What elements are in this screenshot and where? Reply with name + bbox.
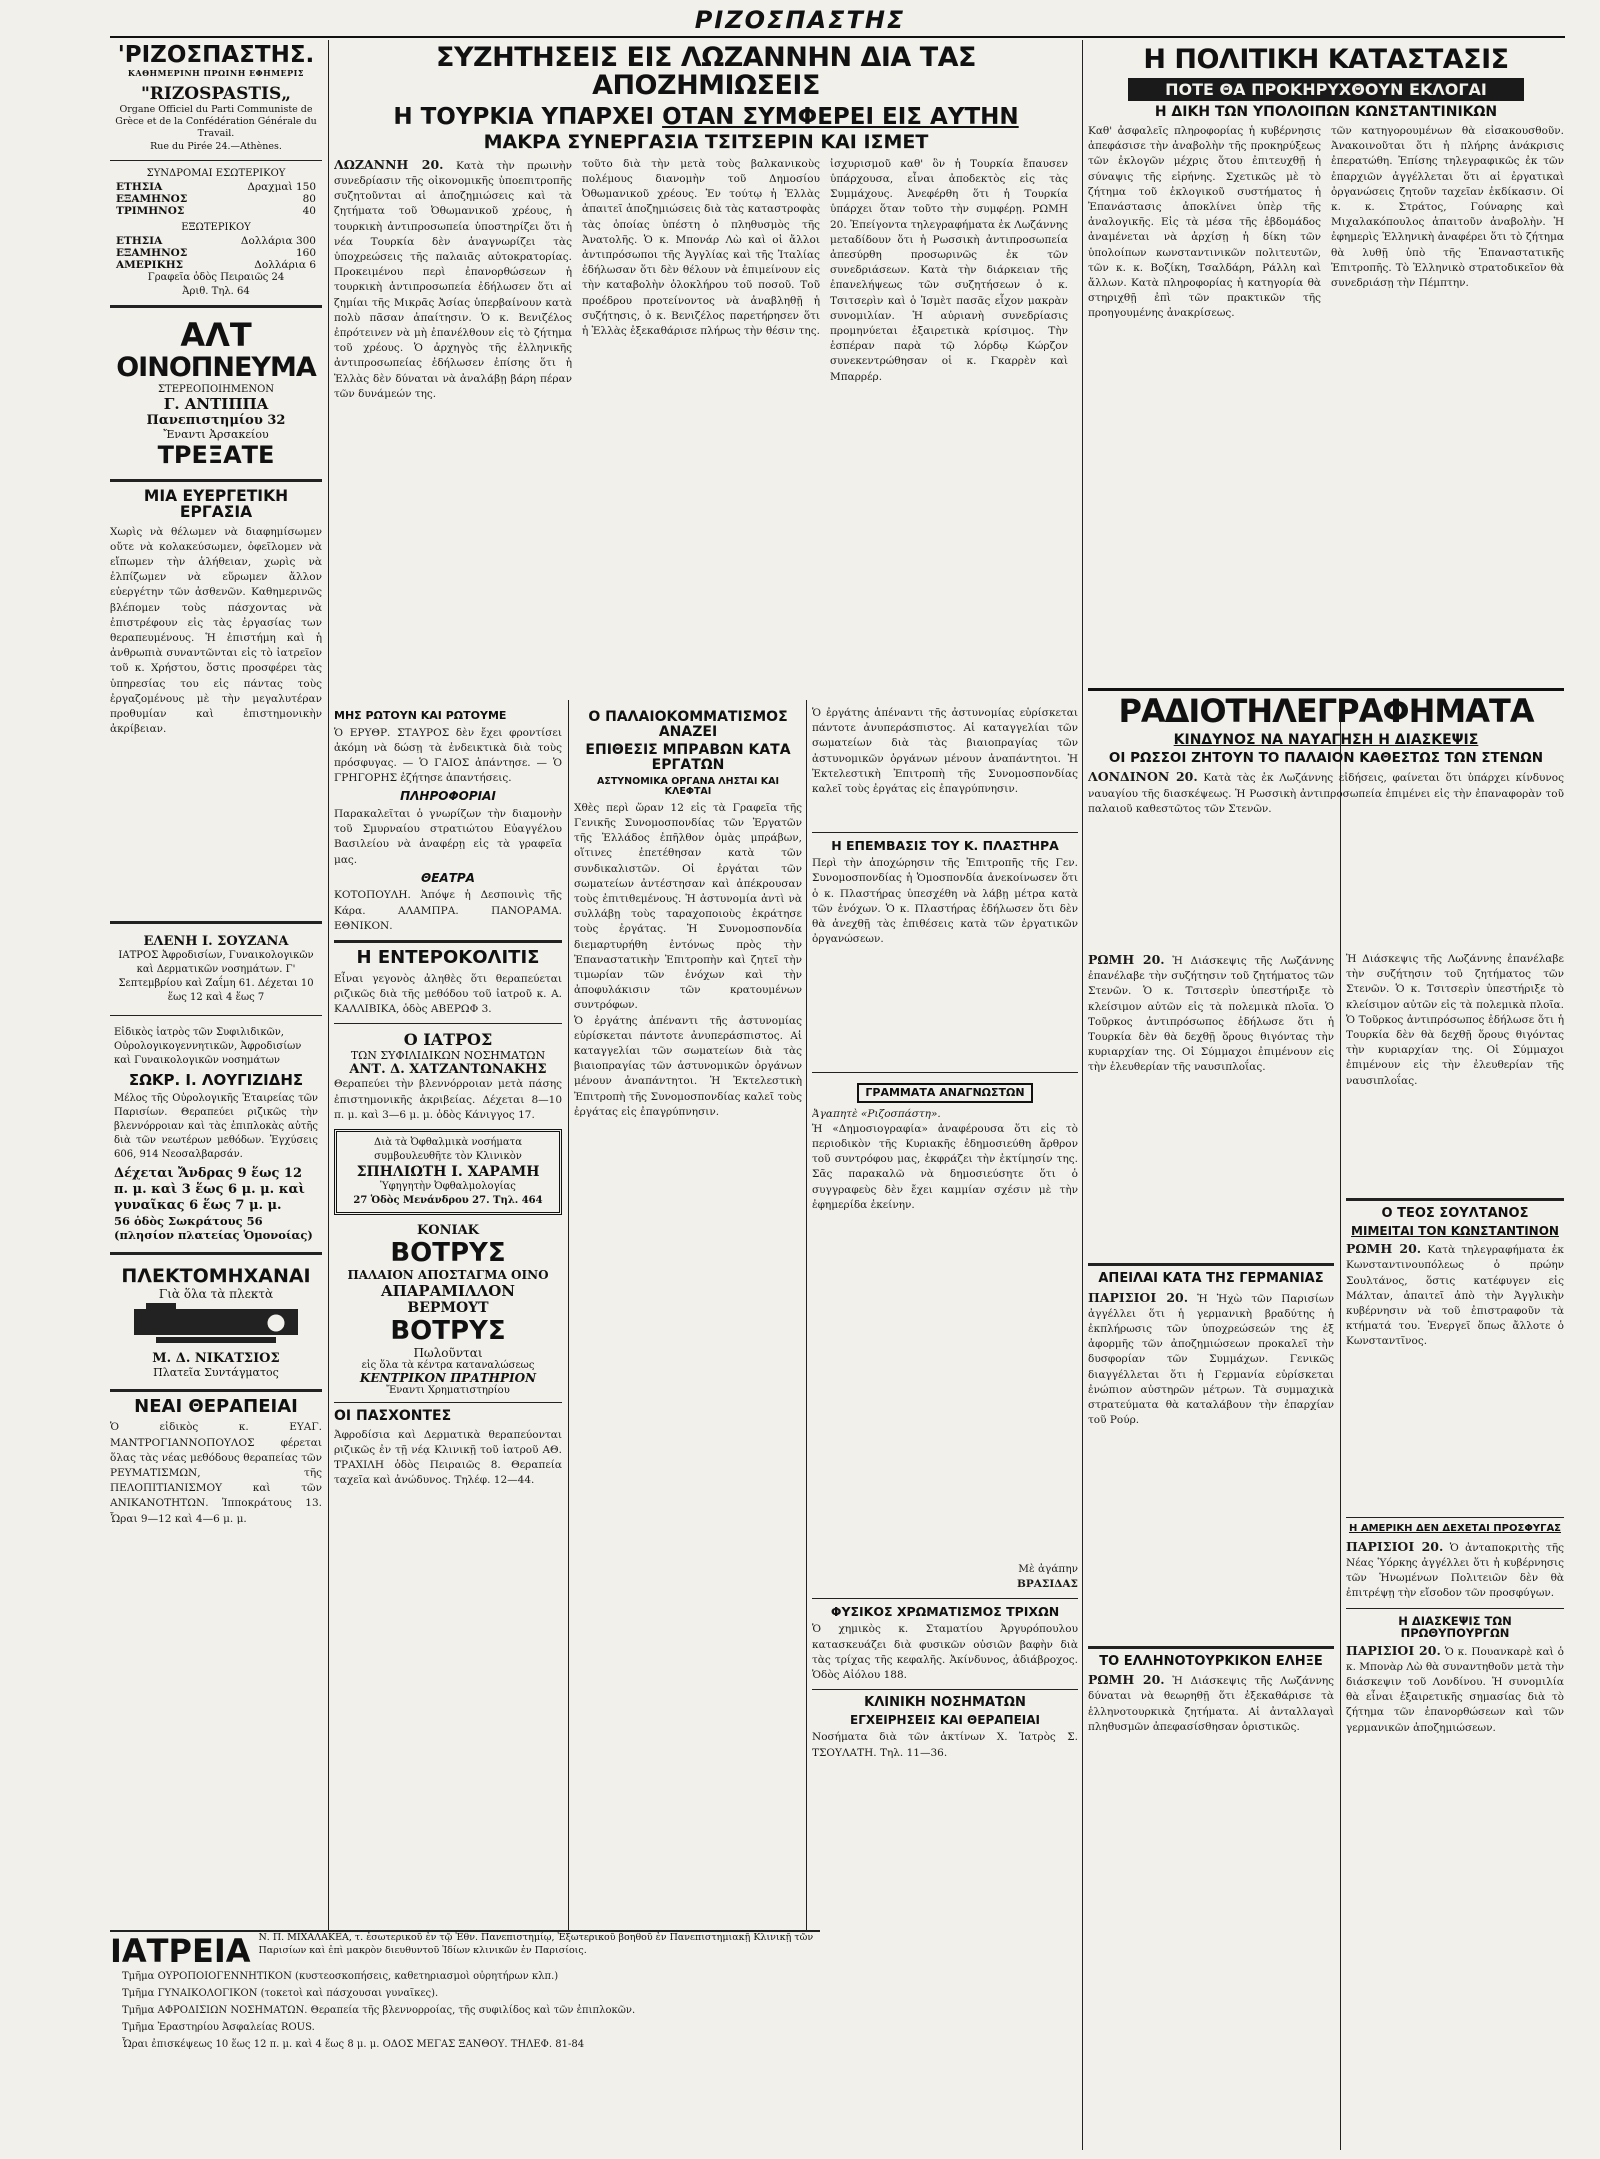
ophthalmic-line2: συμβουλευθῆτε τὸν Κλινικὸν	[374, 1151, 522, 1163]
palaiokom-headline2: ΕΠΙΘΕΣΙΣ ΜΠΡΑΒΩΝ ΚΑΤΑ ΕΡΓΑΤΩΝ	[585, 742, 791, 774]
divider	[1346, 1517, 1564, 1518]
enterokolitis-text: Εἶναι γεγονὸς ἀληθὲς ὅτι θεραπεύεται ριζικῶς διὰ τῆς μεθόδου τοῦ ἰατροῦ κ. Α. ΚΑΛΛΙΒΙΚΑ, ὁδὸς ΑΒΕΡΩΦ 3.	[334, 972, 562, 1016]
ad-alt-line2: ΟΙΝΟΠΝΕΥΜΑ	[116, 352, 316, 383]
turkgreek-headline: ΤΟ ΕΛΛΗΝΟΤΟΥΡΚΙΚΟΝ ΕΛΗΞΕ	[1099, 1653, 1323, 1669]
palaiokom-sub: ΑΣΤΥΝΟΜΙΚΑ ΟΡΓΑΝΑ ΛΗΣΤΑΙ ΚΑΙ ΚΛΕΦΤΑΙ	[596, 775, 779, 797]
doctor-lougizidis-address: 56 ὁδὸς Σωκράτους 56 (πλησίον πλατείας Ὁμονοίας)	[114, 1213, 313, 1242]
ophthalmic-name: ΣΠΗΛΙΩΤΗ Ι. ΧΑΡΑΜΗ	[356, 1164, 540, 1181]
america-dateline: ΠΑΡΙΣΙΟΙ 20.	[1346, 1538, 1444, 1554]
divider	[110, 1015, 322, 1016]
subs-foreign-list	[110, 235, 322, 271]
theatra-text: ΚΟΤΟΠΟΥΛΗ. Ἀπόψε ἡ Δεσποινὶς τῆς Κάρα. ΑΛΑΜΠΡΑ. ΠΑΝΟΡΑΜΑ. ΕΘΝΙΚΟΝ.	[334, 889, 562, 932]
ad-knitting-address: Πλατεῖα Συντάγματος	[153, 1365, 279, 1379]
ad-syphilis-doctor	[334, 1030, 562, 1123]
clinic-headline2: ΕΓΧΕΙΡΗΣΕΙΣ ΚΑΙ ΘΕΡΑΠΕΙΑΙ	[850, 1712, 1040, 1727]
divider	[812, 1072, 1078, 1073]
premiers-body	[1346, 1643, 1564, 1736]
politics-headline: Η ΠΟΛΙΤΙΚΗ ΚΑΤΑΣΤΑΣΙΣ	[1143, 44, 1509, 75]
subscription-value: 80	[302, 193, 316, 205]
ad-knitting-title: ΠΛΕΚΤΟΜΗΧΑΝΑΙ	[121, 1264, 311, 1287]
subscription-row	[110, 247, 322, 259]
opaschontes-headline: ΟΙ ΠΑΣΧΟΝΤΕΣ	[334, 1408, 452, 1425]
divider	[334, 940, 562, 943]
subscription-label: ΕΤΗΣΙΑ	[116, 181, 163, 193]
sultan-text: Κατὰ τηλεγραφήματα ἐκ Κωνσταντινουπόλεως ὁ πρώην Σουλτάνος, ὅστις κατέφυγεν εἰς Μάλταν, ἀπαιτεῖ ἀπὸ τὴν Ἀγγλικὴν κυβέρνησιν νὰ τοῦ ἐπιστραφοῦν τὰ κτήματά του. Ἐνεργεῖ ὅπως ἄλλοτε ὁ Κωνσταντῖνος.	[1346, 1244, 1564, 1348]
subscription-value: 160	[295, 247, 316, 259]
premiers-dateline: ΠΑΡΙΣΙΟΙ 20.	[1346, 1642, 1441, 1658]
theatra-headline: ΘΕΑΤΡΑ	[421, 870, 475, 885]
grammata-headline: ΓΡΑΜΜΑΤΑ ΑΝΑΓΝΩΣΤΩΝ	[857, 1083, 1032, 1103]
subscription-row	[110, 181, 322, 193]
ad-alt-line4: Γ. ΑΝΤΙΠΠΑ	[163, 395, 269, 413]
radio-text1: Κατὰ τὰς ἐκ Λωζάννης εἰδήσεις, φαίνεται ὅτι ὑπάρχει κίνδυνος ναυαγίου τῆς διασκέψεως. Ἡ Ρωσσικὴ ἀντιπροσωπεία ἐπιμένει εἰς τὴν ἐπαναφορὰν τοῦ παλαιοῦ καθεστῶτος τῶν Στενῶν.	[1088, 772, 1564, 815]
subscription-value: Δολλάρια 6	[254, 259, 316, 271]
subscription-row	[110, 205, 322, 217]
radio-section	[1088, 688, 1564, 951]
subs-foreign-head: ΕΞΩΤΕΡΙΚΟΥ	[181, 222, 251, 233]
opaschontes-text: Ἀφροδίσια καὶ Δερματικὰ θεραπεύονται ριζικῶς ἐν τῇ νέᾳ Κλινικῇ τοῦ ἰατροῦ ΑΘ. ΤΡΑΧΙΛΗ ὁδὸς Πειραιῶς 8. Θεραπεία ταχεῖα καὶ ἀνώδυνος. Τηλέφ. 12—44.	[334, 1428, 562, 1487]
subs-domestic-head: ΣΥΝΔΡΟΜΑΙ ΕΣΩΤΕΡΙΚΟΥ	[146, 168, 286, 179]
ad-knitting-name: Μ. Δ. ΝΙΚΑΤΣΙΟΣ	[152, 1350, 280, 1366]
plirofories-text: Παρακαλεῖται ὁ γνωρίζων τὴν διαμονὴν τοῦ Σμυρναίου στρατιώτου Εὐαγγέλου Βασιλείου νὰ ἀναφέρῃ εἰς τὰ γραφεῖα μας.	[334, 807, 562, 866]
ad-alt-line3: ΣΤΕΡΕΟΠΟΙΗΜΕΝΟΝ	[157, 384, 275, 395]
ad-alt-line1: ΑΛΤ	[180, 316, 252, 354]
radio-rome	[1088, 952, 1334, 1257]
germany-text: Ἡ Ἠχὼ τῶν Παρισίων ἀγγέλλει ὅτι ἡ γερμανικὴ βραδύτης ἡ ἐκπλήρωσις τῶν ὑποχρεώσεών της ἐξ ἀφορμῆς τῶν ἀποζημιώσεων προκαλεῖ τὴν δυσφορίαν τῶν Συμμάχων. Γενικῶς διαγγέλλεται ὅτι ἡ Γερμανία εὑρίσκεται ἐνώπιον αὐστηρῶν μέτρων. Τὰ συμμαχικὰ στρατεύματα θὰ καταλάβουν τὴν ἐπαρχίαν τοῦ Ρούρ.	[1088, 1292, 1334, 1427]
subscription-value: 40	[302, 205, 316, 217]
radio-text2: Ἡ Διάσκεψις τῆς Λωζάννης ἐπανέλαβε τὴν συζήτησιν τοῦ ζητήματος τῶν Στενῶν. Ὁ κ. Τσιτσερὶν ὑπεστήριξε τὸ κλείσιμον αὐτῶν εἰς τὰ πολεμικὰ πλοῖα. Ὁ Τοῦρκος ἀντιπρόσωπος ἐδήλωσε ὅτι ἡ Τουρκία δὲν θὰ δεχθῇ ὅρους θιγόντας τὴν κυριαρχίαν της. Οἱ Σύμμαχοι ἐπιμένουν εἰς τὴν ἐλευθερίαν τῆς ναυσιπλοΐας.	[1088, 955, 1334, 1074]
lead-subhead-underlined: ΟΤΑΝ ΣΥΜΦΕΡΕΙ ΕΙΣ ΑΥΤΗΝ	[662, 103, 1019, 130]
america-headline: Η ΑΜΕΡΙΚΗ ΔΕΝ ΔΕΧΕΤΑΙ ΠΡΟΣΦΥΓΑΣ	[1348, 1523, 1562, 1535]
lead-subhead-plain: Η ΤΟΥΡΚΙΑ ΥΠΑΡΧΕΙ	[393, 103, 655, 130]
subscription-label: ΕΞΑΜΗΝΟΣ	[116, 247, 188, 259]
palaiokom-text2: Ὁ ἐργάτης ἀπέναντι τῆς ἀστυνομίας εὑρίσκεται πάντοτε ἀνυπεράσπιστος. Αἱ καταγγελίαι τῶν σωματείων διὰ τὰς βιαιοπραγίας τῶν ἀστυνομικῶν ὀργάνων μένουν ἀναπάντητοι. Ἡ Ἐκτελεστικὴ Ἐπιτροπὴ τῆς Συνομοσπονδίας καλεῖ τοὺς ἐργάτας εἰς ἐπαγρύπνησιν.	[574, 1014, 802, 1118]
turkgreek-body	[1088, 1672, 1334, 1735]
iatreia-hours: Ὧραι ἐπισκέψεως 10 ἕως 12 π. μ. καὶ 4 ἕως 8 μ. μ. ΟΔΟΣ ΜΕΓΑΣ ΞΑΝΘΟΥ. ΤΗΛΕΦ. 81-84	[122, 2039, 585, 2050]
divider	[110, 1252, 322, 1255]
palaiokom-headline: Ο ΠΑΛΑΙΟΚΟΜΜΑΤΙΣΜΟΣ ΑΝΑΖΕΙ	[588, 709, 788, 740]
doctor-lougizidis-intro: Εἰδικὸς ἰατρὸς τῶν Συφιλιδικῶν, Οὐρολογικογεννητικῶν, Ἀφροδισίων καὶ Γυναικολογικῶν νοσημάτων	[114, 1026, 302, 1066]
sultan-headline2: ΜΙΜΕΙΤΑΙ ΤΟΝ ΚΩΝΣΤΑΝΤΙΝΟΝ	[1351, 1223, 1559, 1238]
politics-columns	[1088, 124, 1564, 624]
subscription-row	[110, 193, 322, 205]
divider	[110, 921, 322, 924]
divider	[1088, 1646, 1334, 1649]
masthead	[110, 42, 322, 154]
iatreia-title: ΙΑΤΡΕΙΑ	[110, 1932, 251, 1970]
office-address: Γραφεῖα ὁδὸς Πειραιῶς 24	[147, 272, 285, 283]
grammata-sign: Μὲ ἀγάπην	[1018, 1562, 1078, 1575]
column-rule	[328, 40, 329, 2150]
divider	[110, 305, 322, 308]
turkgreek-text: Ἡ Διάσκεψις τῆς Λωζάννης δύναται νὰ θεωρηθῇ ὅτι ἐξεκαθάρισε τὰ ἑλληνοτουρκικὰ ζητήματα. Αἱ ἀνταλλαγαὶ πληθυσμῶν ἀπεφασίσθησαν ὁριστικῶς.	[1088, 1675, 1334, 1733]
premiers-text: Ὁ κ. Πουανκαρὲ καὶ ὁ κ. Μπονὰρ Λὼ θὰ συναντηθοῦν μετὰ τὴν διάσκεψιν τοῦ Λονδίνου. Ἡ συνομιλία θὰ εἶναι ἐξαιρετικῆς σημασίας διὰ τὸ ζήτημα τῶν ἐπανορθώσεων καὶ τῶν γερμανικῶν ἀποζημιώσεων.	[1346, 1645, 1564, 1734]
radio-headline: ΡΑΔΙΟΤΗΛΕΓΡΑΦΗΜΑΤΑ	[1118, 692, 1534, 730]
doctor-ad-lougizidis	[110, 1022, 322, 1246]
america-body	[1346, 1539, 1564, 1602]
masthead-latin-desc: Organe Officiel du Parti Communiste de Grèce et de la Confédération Générale du Travail.	[115, 104, 317, 139]
germany-body	[1088, 1290, 1334, 1640]
radio-sub1: ΚΙΝΔΥΝΟΣ ΝΑ ΝΑΥΑΓΗΣΗ Η ΔΙΑΣΚΕΨΙΣ	[1173, 731, 1479, 748]
doctor-souzana-text: ΙΑΤΡΟΣ Ἀφροδισίων, Γυναικολογικῶν καὶ Δερματικῶν νοσημάτων. Γ' Σεπτεμβρίου καὶ Ζαΐμη 61. Δέχεται 10 ἕως 12 καὶ 4 ἕως 7	[118, 949, 314, 1003]
lead-col-2: τοῦτο διὰ τὴν μετὰ τοὺς βαλκανικοὺς πολέμους διανομὴν τοῦ Δημοσίου Ὀθωμανικοῦ χρέους. Ἐν τούτῳ ἡ Ἑλλὰς ἀπαιτεῖ ἀποζημιώσεις διὰ τὰς καταστροφὰς τὰς ὁποίας ὑπέστη ὁ πληθυσμὸς τῆς Ἀνατολῆς. Ὁ κ. Μπονάρ Λὼ καὶ οἱ ἄλλοι ἀντιπρόσωποι τῆς Ἀγγλίας καὶ τῆς Ἰταλίας ἐδήλωσαν ὅτι δὲν θέλουν νὰ ἐπιμείνουν εἰς τὴν καταβολὴν ὁλοκλήρου τοῦ ποσοῦ. Τοῦ προέδρου προτείνοντος νὰ ἀναβληθῇ ἡ συζήτησις, ὁ κ. Βενιζέλος παρετήρησεν ὅτι ἡ Ἑλλὰς ἐξεκαθάρισε πλήρως τὴν θέσιν της.	[582, 157, 820, 337]
hair-headline: ΦΥΣΙΚΟΣ ΧΡΩΜΑΤΙΣΜΟΣ ΤΡΙΧΩΝ	[830, 1604, 1060, 1620]
syphilis-doc-name: ΑΝΤ. Δ. ΧΑΤΖΑΝΤΩΝΑΚΗΣ	[349, 1062, 547, 1078]
botrys-line5: εἰς ὅλα τὰ κέντρα καταναλώσεως	[361, 1360, 535, 1372]
radio-dateline2: ΡΩΜΗ 20.	[1088, 952, 1165, 967]
top-rule	[110, 36, 1565, 38]
ad-therapies-title: ΝΕΑΙ ΘΕΡΑΠΕΙΑΙ	[134, 1395, 298, 1417]
turkgreek-dateline: ΡΩΜΗ 20.	[1088, 1672, 1165, 1688]
botrys-line7: Ἔναντι Χρηματιστηρίου	[386, 1385, 510, 1397]
ad-therapies-text: Ὁ εἰδικὸς κ. ΕΥΑΓ. ΜΑΝΤΡΟΓΙΑΝΝΟΠΟΥΛΟΣ φέρεται ὅλας τὰς νέας μεθόδους θεραπείας τῶν ΡΕΥΜΑΤΙΣΜΩΝ, τῆς ΠΕΛΟΠΙΤΙΑΝΙΣΜΟΥ καὶ τῶν ΑΝΙΚΑΝΟΤΗΤΩΝ. Ἰπποκράτους 13. Ὧραι 9—12 καὶ 4—6 μ. μ.	[110, 1421, 322, 1525]
radio-dateline1: ΛΟΝΔΙΝΟΝ 20.	[1088, 769, 1198, 785]
sultan-headline: Ο ΤΕΟΣ ΣΟΥΛΤΑΝΟΣ	[1381, 1206, 1529, 1221]
lead-subhead2: ΜΑΚΡΑ ΣΥΝΕΡΓΑΣΙΑ ΤΣΙΤΣΕΡΙΝ ΚΑΙ ΙΣΜΕΤ	[483, 130, 929, 153]
hair-text: Ὁ χημικὸς κ. Σταματίου Ἀργυρόπουλου κατασκευάζει διὰ φυσικῶν οὐσιῶν βαφὴν διὰ τὰς τρίχας τῆς κεφαλῆς. Ἀκίνδυνος, ἀδιάβροχος. Ὁδὸς Αἰόλου 188.	[812, 1623, 1078, 1682]
syphilis-doc-headline: Ο ΙΑΤΡΟΣ	[403, 1030, 493, 1050]
divider	[1346, 1608, 1564, 1609]
iatreia-t2: Τμῆμα ΓΥΝΑΙΚΟΛΟΓΙΚΟΝ (τοκετοὶ καὶ πάσχουσαι γυναῖκες).	[122, 1988, 439, 1999]
clinic-headline: ΚΛΙΝΙΚΗ ΝΟΣΗΜΑΤΩΝ	[864, 1695, 1026, 1711]
grammata-signer: ΒΡΑΣΙΔΑΣ	[1017, 1578, 1078, 1591]
column-rule	[1082, 40, 1083, 2150]
botrys-brand2: ΒΟΤΡΥΣ	[390, 1316, 506, 1347]
botrys-brand: ΒΟΤΡΥΣ	[390, 1238, 506, 1269]
divider	[812, 1689, 1078, 1690]
subscription-row	[110, 259, 322, 271]
knitting-machine-icon	[126, 1301, 306, 1347]
plastiras-headline: Η ΕΠΕΜΒΑΣΙΣ ΤΟΥ Κ. ΠΛΑΣΤΗΡΑ	[831, 838, 1059, 853]
lead-col1-text: Κατὰ τὴν πρωινὴν συνεδρίασιν τῆς οἰκονομικῆς ὑποεπιτροπῆς συζητοῦνται αἱ ἀποζημιώσεις καὶ τὰ ζητήματα τοῦ Ὀθωμανικοῦ χρέους, ἡ τουρκικὴ ἀντιπροσωπεία ὑποστηρίζει ὅτι ἡ νέα Τουρκία δὲν ἀναγνωρίζει τὰς ὑποχρεώσεις τῆς παλαιᾶς αὐτοκρατορίας. Προκειμένου περὶ ἐπανορθώσεων ἡ τουρκικὴ ἀντιπροσωπεία ἐδήλωσεν ὅτι αἱ ζημίαι τῆς Μικρᾶς Ἀσίας ὑπερβαίνουν κατὰ πολὺ πᾶσαν ἀπαίτησιν. Ὁ κ. Βενιζέλος ἐπρότεινεν νὰ μὴ ἐπανέλθουν εἰς τὸ ζήτημα τοῦ χρέους. Ὁ ἀρχηγὸς τῆς ἑλληνικῆς ἀντιπροσωπείας ἐδήλωσεν ἐπίσης ὅτι ἡ Ἑλλὰς δὲν δύναται νὰ ἀναλάβῃ βάρη πέραν τῶν δυνάμεών της.	[334, 159, 572, 400]
doctor-lougizidis-hours: Δέχεται Ἄνδρας 9 ἕως 12 π. μ. καὶ 3 ἕως 6 μ. μ. καὶ γυναῖκας 6 ἕως 7 μ. μ.	[114, 1165, 305, 1213]
ad-knitting-sub: Γιὰ ὅλα τὰ πλεκτὰ	[158, 1286, 274, 1301]
lead-story	[334, 40, 1078, 700]
grammata-salutation: Ἀγαπητὲ «Ριζοσπάστη».	[812, 1107, 941, 1120]
masthead-subtitle: ΚΑΘΗΜΕΡΙΝΗ ΠΡΩΙΝΗ ΕΦΗΜΕΡΙΣ	[127, 68, 305, 78]
subscription-value: Δολλάρια 300	[240, 235, 316, 247]
column-2-lower	[334, 706, 562, 1926]
clinic-text: Νοσήματα διὰ τῶν ἀκτίνων Χ. Ἰατρὸς Σ. ΤΣΟΥΛΑΤΗ. Τηλ. 11—36.	[812, 1731, 1078, 1759]
column-5b	[1346, 952, 1564, 2147]
running-head: ΡΙΖΟΣΠΑΣΤΗΣ	[694, 6, 906, 34]
politics-section	[1088, 42, 1564, 682]
divider	[110, 160, 322, 161]
palaiokom-text: Χθὲς περὶ ὥραν 12 εἰς τὰ Γραφεῖα τῆς Γενικῆς Συνομοσπονδίας τῶν Ἐργατῶν τῆς Ἑλλάδος ἐπῆλθον ὁμὰς μπράβων, οἵτινες ἐπετέθησαν κατὰ τῶν συνδικαλιστῶν. Οἱ ἐργάται τῶν σωματείων ἀντέστησαν καὶ ἀπέκρουσαν τοὺς ἐπιτιθεμένους. Ἡ ἀστυνομία ἀντὶ νὰ συλλάβῃ τοὺς ταραχοποιοὺς ἐκράτησε τοὺς ἐργάτας. Ἡ Συνομοσπονδία διεμαρτυρήθη ἐντόνως πρὸς τὴν Ἐπαναστατικὴν Ἐπιτροπὴν καὶ ζητεῖ τὴν τιμωρίαν τῶν ἐνόχων καὶ τὴν ἀποφυλάκισιν τῶν κρατουμένων συντρόφων.	[574, 801, 802, 1012]
botrys-line1: ΠΑΛΑΙΟΝ ΑΠΟΣΤΑΓΜΑ ΟΙΝΟ	[347, 1268, 549, 1283]
plirofories-headline: ΠΛΗΡΟΦΟΡΙΑΙ	[400, 789, 496, 804]
germany-dateline: ΠΑΡΙΣΙΟΙ 20.	[1088, 1289, 1189, 1305]
doctor-lougizidis-name: ΣΩΚΡ. Ι. ΛΟΥΓΙΖΙΔΗΣ	[128, 1070, 304, 1089]
office-phone: Ἀριθ. Τηλ. 64	[182, 286, 250, 297]
sultan-dateline: ΡΩΜΗ 20.	[1346, 1241, 1422, 1257]
radio-continuation-text: Ἡ Διάσκεψις τῆς Λωζάννης ἐπανέλαβε τὴν συζήτησιν τοῦ ζητήματος τῶν Στενῶν. Ὁ κ. Τσιτσερὶν ὑπεστήριξε τὸ κλείσιμον αὐτῶν εἰς τὰ πολεμικὰ πλοῖα. Ὁ Τοῦρκος ἀντιπρόσωπος ἐδήλωσε ὅτι ἡ Τουρκία δὲν θὰ δεχθῇ ὅρους θιγόντας τὴν κυριαρχίαν της. Οἱ Σύμμαχοι ἐπιμένουν εἰς τὴν ἐλευθερίαν τῆς ναυσιπλοΐας.	[1346, 953, 1564, 1087]
syphilis-doc-sub: ΤΩΝ ΣΥΦΙΛΙΔΙΚΩΝ ΝΟΣΗΜΑΤΩΝ	[350, 1049, 546, 1063]
lead-col-3: ἰσχυρισμοῦ καθ' ὃν ἡ Τουρκία ἔπαυσεν ὑπάρχουσα, εἶναι ἀποδεκτὸς εἰς τὰς Συμμάχους. Ἀνεφέρθη ὅτι ἡ Τουρκία ὑπάρχει ὅταν τοῦτο τὴν συμφέρῃ. ΡΩΜΗ 20. Ἐπείγοντα τηλεγραφήματα ἐκ Λωζάννης μεταδίδουν ὅτι ἡ Ρωσσικὴ ἀντιπροσωπεία ἀπεσύρθη προσωρινῶς ἐκ τῶν συνεδριάσεων. Κατὰ τὴν διάρκειαν τῆς ἐπανελήψεως τῶν συζητήσεων ὁ κ. Τσιτσερὶν καὶ ὁ Ἰσμὲτ πασᾶς εἶχον μακρὰν συνομιλίαν. Ἡ αὐριανὴ συνεδρίασις προμηνύεται ἐξαιρετικὰ κρίσιμος. Τὴν ἑσπέραν παρὰ τῷ λόρδῳ Κώρζον συνεκεντρώθησαν οἱ κ. Γκαρρὲν καὶ Μπαρρέρ.	[830, 157, 1068, 383]
ad-alt	[110, 314, 322, 473]
enterokolitis-headline: Η ΕΝΤΕΡΟΚΟΛΙΤΙΣ	[356, 946, 540, 968]
masthead-latin-address: Rue du Pirée 24.—Athènes.	[150, 141, 282, 152]
ad-botrys	[334, 1223, 562, 1396]
botrys-top: ΚΟΝΙΑΚ	[417, 1223, 479, 1239]
lead-col-1	[334, 157, 572, 700]
left-article-headline: ΜΙΑ ΕΥΕΡΓΕΤΙΚΗ ΕΡΓΑΣΙΑ	[143, 487, 289, 522]
america-text: Ὁ ἀνταποκριτὴς τῆς Νέας Ὑόρκης ἀγγέλλει ὅτι ἡ κυβέρνησις τῶν Ἡνωμένων Πολιτειῶν δὲν θὰ ἐπιτρέψῃ τὴν εἴσοδον τῶν προσφύγων.	[1346, 1541, 1564, 1600]
subs-domestic-list	[110, 181, 322, 217]
ad-knitting-machines	[110, 1261, 322, 1383]
subscription-box	[110, 167, 322, 299]
germany-headline: ΑΠΕΙΛΑΙ ΚΑΤΑ ΤΗΣ ΓΕΡΜΑΝΙΑΣ	[1098, 1271, 1324, 1286]
divider	[1346, 1198, 1564, 1201]
doctor-lougizidis-text: Μέλος τῆς Οὐρολογικῆς Ἑταιρείας τῶν Παρισίων. Θεραπεύει ριζικῶς τὴν βλεννόρροιαν καὶ τὰς ἐπιπλοκὰς αὐτῆς διὰ τῶν νεωτέρων μεθόδων. Ἐγχύσεις 606, 914 Νεοσαλβαρσάν.	[114, 1092, 318, 1160]
lead-columns	[334, 157, 1078, 700]
radio-body	[1088, 769, 1564, 817]
doctor-ad-souzana	[110, 930, 322, 1009]
lead-subhead	[334, 105, 1078, 129]
doctor-souzana-name: ΕΛΕΝΗ Ι. ΣΟΥΖΑΝΑ	[143, 933, 289, 949]
politics-col-1: Καθ' ἀσφαλεῖς πληροφορίας ἡ κυβέρνησις ἀπεφάσισε τὴν ἀναβολὴν τῆς προκηρύξεως τῶν ἐκλογῶν μέχρις ὅτου ἐπιτευχθῇ ἡ σύναψις τῆς εἰρήνης. Σχετικῶς μὲ τὸ ζήτημα τοῦ ἐκλογικοῦ συστήματος ἡ Ἐπανάστασις ἀποκλίνει ὑπὲρ τῆς ἀναλογικῆς. Εἰς τὰ μέσα τῆς ἑβδομάδος ἀναμένεται νὰ ἀρχίσῃ ἡ δίκη τῶν ὑπολοίπων κωνσταντινικῶν πολιτευτῶν, τῶν κ. κ. Βοζίκη, Τσαλδάρη, Ράλλη καὶ ἄλλων. Κατὰ πληροφορίας ἡ κατηγορία θὰ στηριχθῇ ἐπὶ τῶν πρακτικῶν τῆς προηγουμένης ἀνακρίσεως.	[1088, 125, 1321, 320]
syphilis-doc-text: Θεραπεύει τὴν βλεννόρροιαν μετὰ πάσης ἐπιστημονικῆς ἀκριβείας. Δέχεται 8—10 π. μ. καὶ 3—6 μ. μ. ὁδὸς Κάνιγγος 17.	[334, 1078, 562, 1121]
politics-sub: Η ΔΙΚΗ ΤΩΝ ΥΠΟΛΟΙΠΩΝ ΚΩΝΣΤΑΝΤΙΝΙΚΩΝ	[1154, 104, 1498, 121]
radio-continuation	[1346, 952, 1564, 1192]
divider	[110, 1389, 322, 1392]
politics-col-2: τῶν κατηγορουμένων θὰ εἰσακουσθοῦν. Ἀνακοινοῦται ὅτι ἡ πλήρης ἀνάκρισις ἐπερατώθη. Ἐπίσης τηλεγραφικῶς ἐκ τῶν ἐπαρχιῶν ἀγγέλλεται ὅτι αἱ ἐργατικαὶ ὀργανώσεις ζητοῦν ταχεῖαν ἐκδίκασιν. Οἱ κ. κ. Στράτος, Γούναρης καὶ Μιχαλακόπουλος ἀπαιτοῦν ἀναβολὴν. Ἡ ἐφημερὶς Ἑλληνικὴ ἀναφέρει ὅτι τὸ ζήτημα θὰ λυθῇ ὑπὸ τῆς Ἐπαναστατικῆς Ἐπιτροπῆς. Τὸ Ἑλληνικὸ στρατοδικεῖον θὰ συνεδριάσῃ τὴν Πέμπτην.	[1331, 125, 1564, 290]
divider	[812, 832, 1078, 833]
divider	[812, 1598, 1078, 1599]
politics-banner: ΠΟΤΕ ΘΑ ΠΡΟΚΗΡΥΧΘΟΥΝ ΕΚΛΟΓΑΙ	[1128, 78, 1524, 101]
grammata-text: Ἡ «Δημοσιογραφία» ἀναφέρουσα ὅτι εἰς τὸ περιοδικὸν τῆς Κυριακῆς ἐδημοσιεύθη ἄρθρον τοῦ συντρόφου μας, ἐκφράζει τὴν ἐκτίμησίν της. Σᾶς παρακαλῶ νὰ δημοσιεύσητε ὅτι ὁ συγγραφεὺς δὲν ἔχει καμμίαν σχέσιν μὲ τὴν ἐφημερίδα ἐκείνην.	[812, 1122, 1078, 1211]
subscription-value: Δραχμαὶ 150	[247, 181, 316, 193]
masthead-title: 'ΡΙΖΟΣΠΑΣΤΗΣ.	[117, 42, 315, 68]
col4-continuation: Ὁ ἐργάτης ἀπέναντι τῆς ἀστυνομίας εὑρίσκεται πάντοτε ἀνυπεράσπιστος. Αἱ καταγγελίαι τῶν σωματείων διὰ τὰς βιαιοπραγίας τῶν ἀστυνομικῶν ὀργάνων μένουν ἀναπάντητοι. Ἡ Ἐκτελεστικὴ Ἐπιτροπὴ τῆς Συνομοσπονδίας καλεῖ τοὺς ἐργάτας εἰς ἐπαγρύπνησιν.	[812, 707, 1078, 796]
ophthalmic-line1: Διὰ τὰ Ὀφθαλμικὰ νοσήματα	[374, 1137, 522, 1149]
lead-headline: ΣΥΖΗΤΗΣΕΙΣ ΕΙΣ ΛΩΖΑΝΝΗΝ ΔΙΑ ΤΑΣ ΑΠΟΖΗΜΙΩΣΕΙΣ	[436, 42, 976, 102]
ad-new-therapies	[110, 1395, 322, 1527]
divider	[334, 1023, 562, 1024]
botrys-line6: ΚΕΝΤΡΙΚΟΝ ΠΡΑΤΗΡΙΟΝ	[359, 1371, 537, 1386]
ophthalmic-line4: 27 Ὁδὸς Μενάνδρου 27. Τηλ. 464	[353, 1195, 543, 1207]
subscription-label: ΑΜΕΡΙΚΗΣ	[116, 259, 184, 271]
subscription-label: ΕΤΗΣΙΑ	[116, 235, 163, 247]
left-column	[110, 42, 322, 2152]
left-article	[110, 488, 322, 915]
divider	[334, 1402, 562, 1403]
ad-alt-line6: Ἔναντι Ἀρσακείου	[163, 428, 269, 441]
subscription-label: ΕΞΑΜΗΝΟΣ	[116, 193, 188, 205]
botrys-line2: ΑΠΑΡΑΜΙΛΛΟΝ	[380, 1282, 516, 1301]
iatreia-text: Ν. Π. ΜΙΧΑΛΑΚΕΑ, τ. ἐσωτερικοῦ ἐν τῷ Ἐθν. Πανεπιστημίῳ, Ἐξωτερικοῦ βοηθοῦ ἐν Πανεπιστημιακῇ Κλινικῇ τῶν Παρισίων καὶ ἐπὶ μακρὸν διευθυντοῦ Ἰδίων κλινικῶν ἐν Παρισίοις.	[258, 1932, 814, 1956]
plastiras-text: Περὶ τὴν ἀποχώρησιν τῆς Ἐπιτροπῆς τῆς Γεν. Συνομοσπονδίας ἡ Ὁμοσπονδία ἀνεκοίνωσεν ὅτι ὁ κ. Πλαστήρας ὑπεσχέθη νὰ λάβῃ μέτρα κατὰ τῶν ἐνόχων. Ὁ κ. Πλαστήρας ἐδήλωσεν ὅτι δὲν θὰ ἀνεχθῇ τὰς ἐπιθέσεις κατὰ τῶν ἐργατικῶν ὀργανώσεων.	[812, 857, 1078, 946]
column-5a	[1088, 952, 1334, 2147]
radio-sub2: ΟΙ ΡΩΣΣΟΙ ΖΗΤΟΥΝ ΤΟ ΠΑΛΑΙΟΝ ΚΑΘΕΣΤΩΣ ΤΩΝ ΣΤΕΝΩΝ	[1108, 750, 1544, 767]
subscription-row	[110, 235, 322, 247]
botrys-line3: ΒΕΡΜΟΥΤ	[407, 1300, 489, 1317]
ophthalmic-line3: Ὑφηγητὴν Ὀφθαλμολογίας	[380, 1181, 516, 1193]
subscription-label: ΤΡΙΜΗΝΟΣ	[116, 205, 185, 217]
lead-dateline: ΛΩΖΑΝΝΗ 20.	[334, 156, 444, 172]
masthead-latin-title: "RIZOSPASTIS„	[140, 84, 292, 104]
iatreia-t4: Τμῆμα Ἐραστηρίου Ἀσφαλείας ROUS.	[122, 2022, 315, 2033]
sultan-body	[1346, 1241, 1564, 1511]
column-3-lower	[574, 706, 802, 2146]
divider	[1088, 1263, 1334, 1266]
column-4-lower	[812, 706, 1078, 2146]
premiers-headline: Η ΔΙΑΣΚΕΨΙΣ ΤΩΝ ΠΡΩΘΥΠΟΥΡΓΩΝ	[1398, 1613, 1512, 1640]
iatreia-t3: Τμῆμα ΑΦΡΟΔΙΣΙΩΝ ΝΟΣΗΜΑΤΩΝ. Θεραπεία τῆς βλεννορροίας, τῆς συφιλίδος καὶ τῶν ἐπιπλοκῶν.	[122, 2005, 636, 2016]
rotoun-headline: ΜΗΣ ΡΩΤΟΥΝ ΚΑΙ ΡΩΤΟΥΜΕ	[334, 709, 507, 722]
left-article-text: Χωρὶς νὰ θέλωμεν νὰ διαφημίσωμεν οὔτε νὰ κολακεύσωμεν, ὀφεῖλομεν νὰ εἴπωμεν τὴν ἀλήθειαν, χωρὶς νὰ ἐλπίζωμεν νὰ εὕρωμεν ἄλλον εὐεργέτην τῶν ἀσθενῶν. Καθημερινῶς βλέπομεν τοὺς πάσχοντας νὰ ἐπιστρέφουν εἰς τὰς ἐργασίας των θεραπευμένους. Ἡ ἐπιστήμη καὶ ἡ ἀνθρωπιὰ συναντῶνται εἰς τὸ ἰατρεῖον τοῦ κ. Χρήστου, ὅστις προσφέρει τὰς ὑπηρεσίας του εἰς πάντας τοὺς ἐργαζομένους μὲ τὴν μεγαλυτέραν προθυμίαν καὶ ἐπιστημονικὴν ἀκρίβειαν.	[110, 525, 322, 736]
rotoun-text: Ὁ ΕΡΥΘΡ. ΣΤΑΥΡΟΣ δὲν ἔχει φροντίσει ἀκόμη νὰ δώσῃ τὰ ἐνδεικτικὰ διὰ τοὺς πρόσφυγας. — Ὁ ΓΑΙΟΣ ἀπάντησε. — Ὁ ΓΡΗΓΟΡΗΣ ἐζήτησε ἀπαντήσεις.	[334, 726, 562, 785]
ad-ophthalmic	[334, 1129, 562, 1215]
ad-alt-line7: ΤΡΕΞΑΤΕ	[157, 441, 275, 469]
divider	[110, 479, 322, 482]
botrys-line4: Πωλοῦνται	[413, 1346, 483, 1361]
iatreia-t1: Τμῆμα ΟΥΡΟΠΟΙΟΓΕΝΝΗΤΙΚΟΝ (κυστεοσκοπήσεις, καθετηριασμοὶ οὐρητήρων κλπ.)	[122, 1971, 559, 1982]
ad-alt-line5: Πανεπιστημίου 32	[146, 413, 286, 428]
